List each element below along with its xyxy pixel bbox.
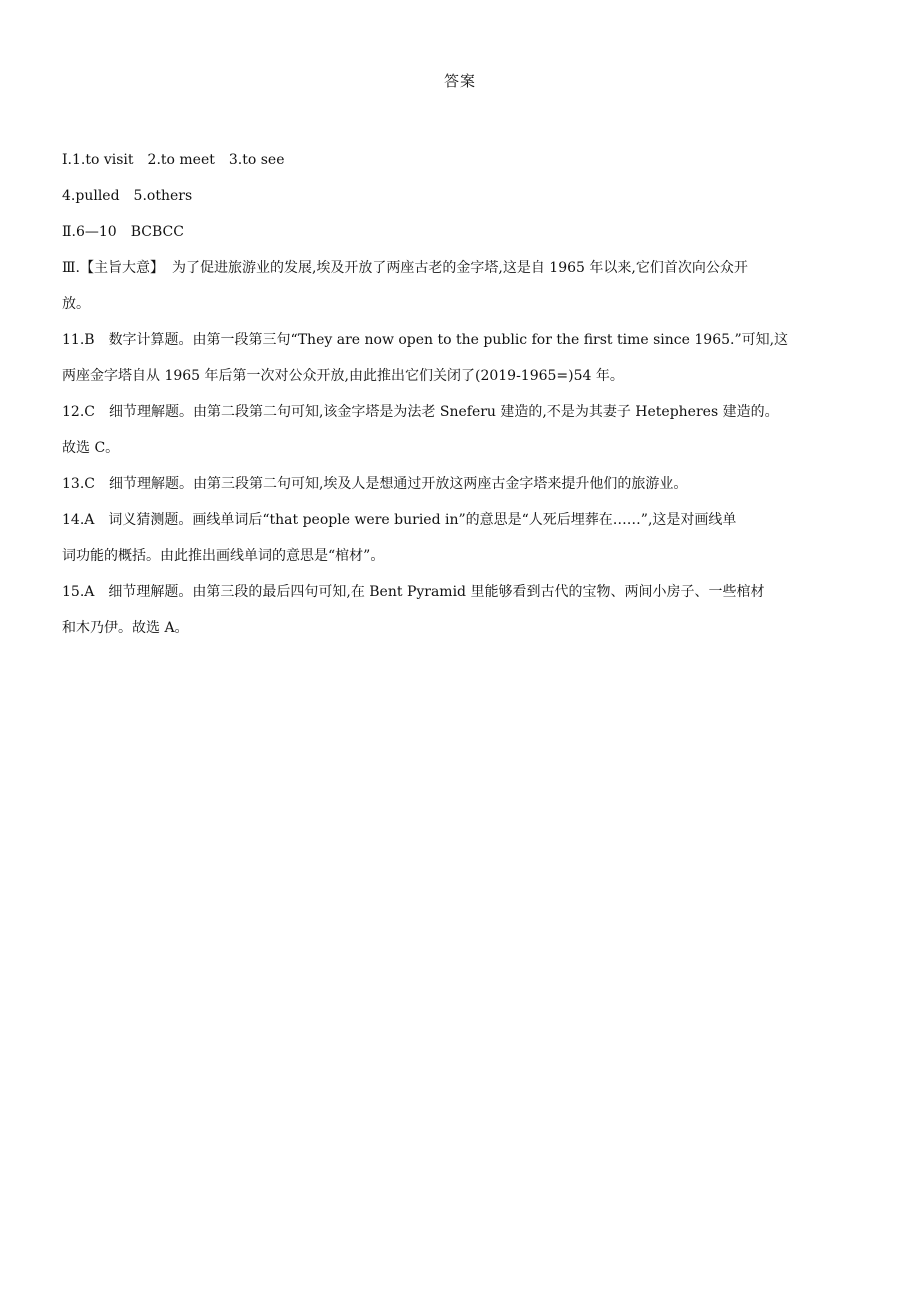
answer-11-label: 11.B — [62, 332, 95, 348]
answer-line-part1-1-3 — [62, 142, 862, 178]
answer-line-part3-main-idea — [62, 250, 862, 286]
answer-11-explanation: 数字计算题。由第一段第三句“They are now open to the public for the first time since 1965.”可知,这 — [108, 332, 789, 348]
answer-6-10-label: Ⅱ.6—10 — [62, 224, 117, 240]
answer-line-13 — [62, 466, 862, 502]
answer-line-12 — [62, 394, 862, 430]
main-idea-label: Ⅲ.【主旨大意】 — [62, 260, 164, 276]
answer-14-explanation-cont: 词功能的概括。由此推出画线单词的意思是“棺材”。 — [62, 548, 385, 564]
answer-line-part2 — [62, 214, 862, 250]
main-idea-text: 为了促进旅游业的发展,埃及开放了两座古老的金字塔,这是自 1965 年以来,它们首次向公众开 — [171, 260, 748, 276]
answer-line-11-cont — [62, 358, 862, 394]
answer-13-label: 13.C — [62, 476, 95, 492]
answer-15-label: 15.A — [62, 584, 95, 600]
main-idea-text-cont: 放。 — [62, 296, 90, 312]
answer-line-15-cont — [62, 610, 862, 646]
answer-11-explanation-cont: 两座金字塔自从 1965 年后第一次对公众开放,由此推出它们关闭了(2019-1965=)54 年。 — [62, 368, 624, 384]
answer-content — [62, 142, 862, 646]
answer-6-10-values: BCBCC — [130, 224, 184, 240]
answer-line-14 — [62, 502, 862, 538]
answer-12-label: 12.C — [62, 404, 95, 420]
answer-15-explanation-cont: 和木乃伊。故选 A。 — [62, 620, 189, 636]
answer-1: Ⅰ.1.to visit — [62, 152, 134, 168]
answer-3: 3.to see — [228, 152, 285, 168]
answer-2: 2.to meet — [147, 152, 215, 168]
answer-5: 5.others — [133, 188, 193, 204]
answer-4: 4.pulled — [62, 188, 120, 204]
answer-13-explanation: 细节理解题。由第三段第二句可知,埃及人是想通过开放这两座古金字塔来提升他们的旅游业。 — [108, 476, 688, 492]
answer-line-14-cont — [62, 538, 862, 574]
answer-line-11 — [62, 322, 862, 358]
answer-12-explanation-cont: 故选 C。 — [62, 440, 120, 456]
answer-12-explanation: 细节理解题。由第二段第二句可知,该金字塔是为法老 Sneferu 建造的,不是为其妻子 Hetepheres 建造的。 — [108, 404, 779, 420]
answer-line-15 — [62, 574, 862, 610]
answer-15-explanation: 细节理解题。由第三段的最后四句可知,在 Bent Pyramid 里能够看到古代的宝物、两间小房子、一些棺材 — [108, 584, 765, 600]
answer-line-part1-4-5 — [62, 178, 862, 214]
answer-line-12-cont — [62, 430, 862, 466]
page-title: 答案 — [443, 72, 476, 90]
answer-line-part3-main-idea-cont — [62, 286, 862, 322]
answer-14-label: 14.A — [62, 512, 95, 528]
answer-14-explanation: 词义猜测题。画线单词后“that people were buried in”的意思是“人死后埋葬在……”,这是对画线单 — [108, 512, 737, 528]
